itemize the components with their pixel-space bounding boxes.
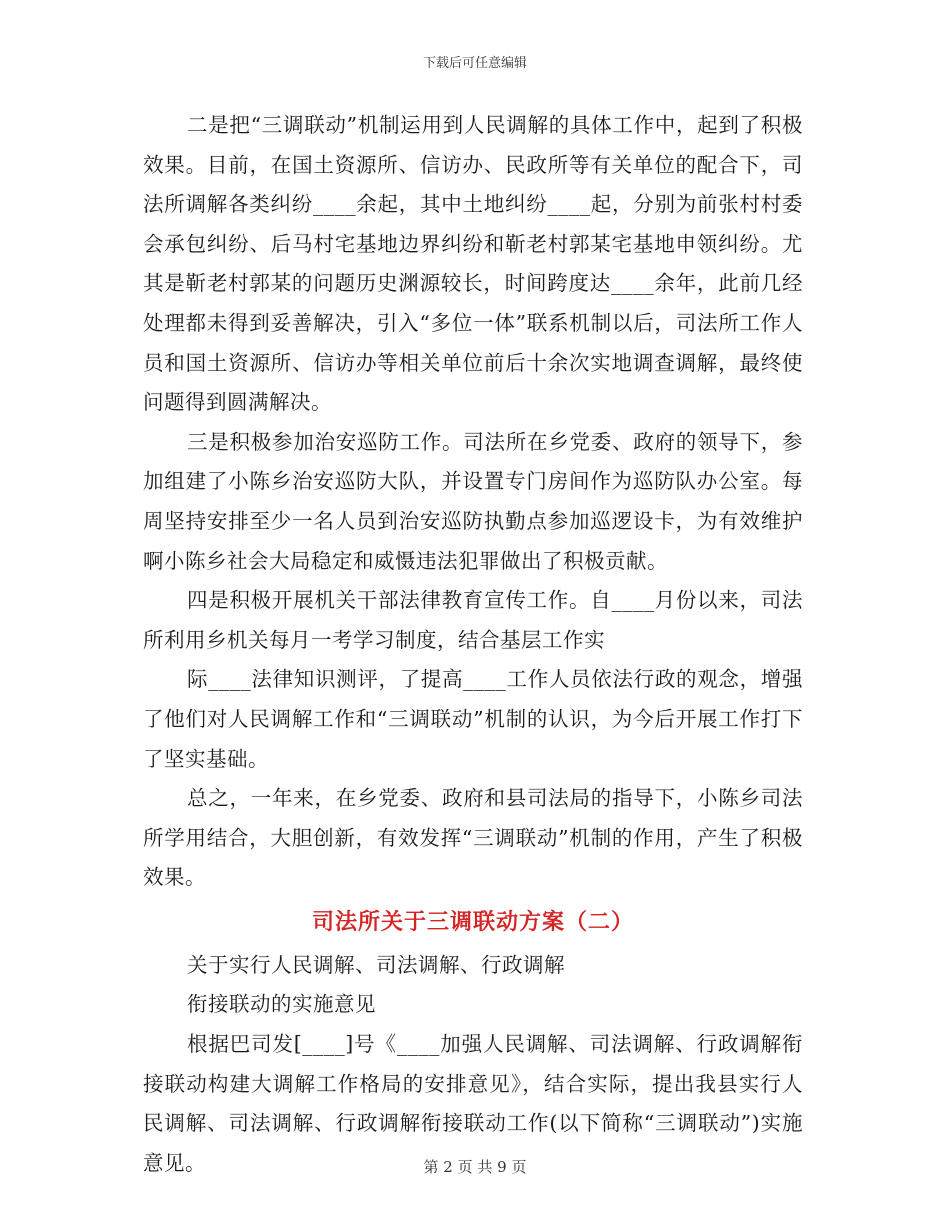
page-header: 下载后可任意编辑 xyxy=(422,56,527,71)
paragraph-basis: 根据巴司发[____]号《____加强人民调解、司法调解、行政调解衔接联动构建大调解工作格局的安排意见》，结合实际，提出我县实行人民调解、司法调解、行政调解衔接联动工作(以下简称“三调联动”)实施意见。 xyxy=(143,1032,803,1175)
paragraph-mediation-effect: 二是把“三调联动”机制运用到人民调解的具体工作中，起到了积极效果。目前，在国土资源所、信访办、民政所等有关单位的配合下，司法所调解各类纠纷____余起，其中土地纠纷____起，分别为前张村村委会承包纠纷、后马村宅基地边界纠纷和靳老村郭某宅基地申领纠纷。尤其是靳老村郭某的问题历史渊源较长，时间跨度达____余年，此前几经处理都未得到妥善解决，引入“多位一体”联系机制以后，司法所工作人员和国土资源所、信访办等相关单位前后十余次实地调查调解，最终使问题得到圆满解决。 xyxy=(143,113,803,415)
page-footer: 第 2 页 共 9 页 xyxy=(423,1158,527,1176)
paragraph-legal-education-cont: 际____法律知识测评，了提高____工作人员依法行政的观念，增强了他们对人民调解工作和“三调联动”机制的认识，为今后开展工作打下了坚实基础。 xyxy=(143,667,803,771)
document-body xyxy=(143,106,803,1183)
paragraph-summary: 总之，一年来，在乡党委、政府和县司法局的指导下，小陈乡司法所学用结合，大胆创新，有效发挥“三调联动”机制的作用，产生了积极效果。 xyxy=(143,786,803,890)
paragraph-legal-education: 四是积极开展机关干部法律教育宣传工作。自____月份以来，司法所利用乡机关每月一考学习制度，结合基层工作实 xyxy=(143,588,803,652)
section-title: 司法所关于三调联动方案（二） xyxy=(311,908,634,935)
paragraph-patrol-work: 三是积极参加治安巡防工作。司法所在乡党委、政府的领导下，参加组建了小陈乡治安巡防大队，并设置专门房间作为巡防队办公室。每周坚持安排至少一名人员到治安巡防执勤点参加巡逻设卡，为有效维护啊小陈乡社会大局稳定和威慑违法犯罪做出了积极贡献。 xyxy=(143,429,803,573)
paragraph-subtitle-line2: 衔接联动的实施意见 xyxy=(187,992,376,1017)
paragraph-subtitle-line1: 关于实行人民调解、司法调解、行政调解 xyxy=(187,952,565,977)
